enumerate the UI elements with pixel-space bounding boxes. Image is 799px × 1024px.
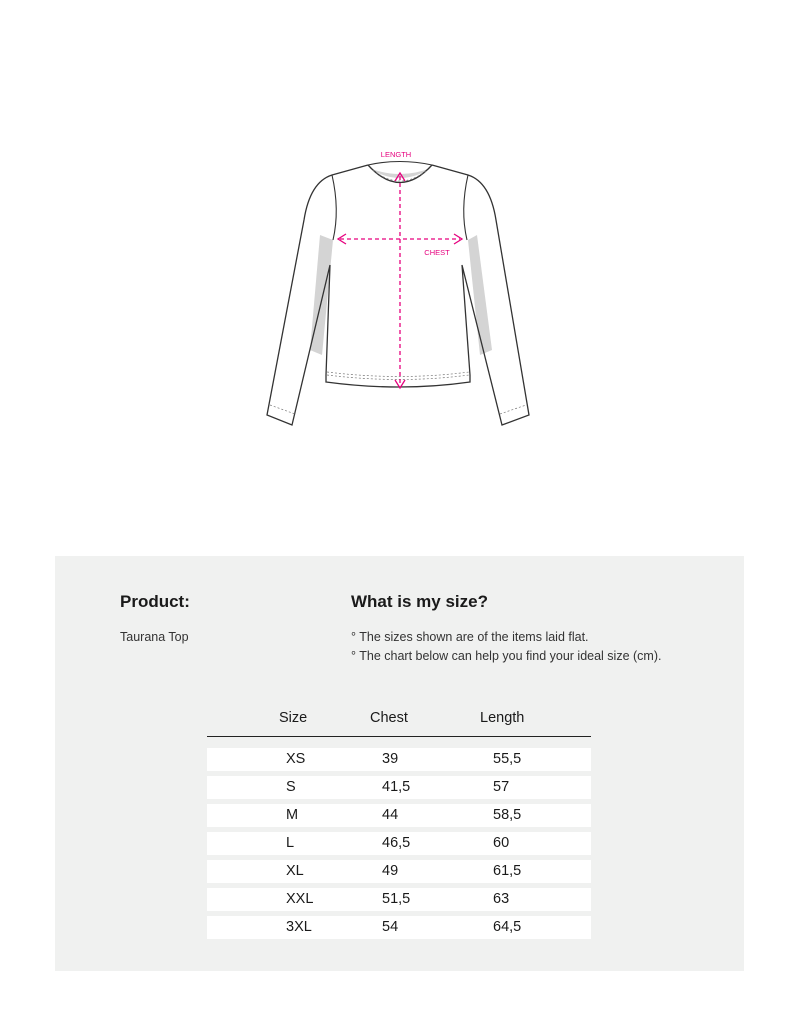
back-neckline bbox=[368, 162, 432, 166]
cell-chest: 39 bbox=[382, 751, 399, 767]
right-cuff-stitch bbox=[500, 405, 526, 414]
cell-size: 3XL bbox=[286, 919, 312, 935]
table-row bbox=[207, 916, 591, 939]
size-table bbox=[207, 708, 591, 944]
cell-size: XL bbox=[286, 863, 304, 879]
cell-length: 60 bbox=[493, 835, 510, 851]
table-row bbox=[207, 748, 591, 771]
product-heading: Product: bbox=[120, 592, 190, 611]
cell-size: M bbox=[286, 807, 299, 823]
cell-length: 57 bbox=[493, 779, 510, 795]
cell-chest: 49 bbox=[382, 863, 399, 879]
cell-chest: 46,5 bbox=[382, 835, 411, 851]
cell-chest: 41,5 bbox=[382, 779, 411, 795]
table-row bbox=[207, 888, 591, 911]
header-chest: Chest bbox=[370, 710, 408, 726]
table-row bbox=[207, 776, 591, 799]
garment-diagram bbox=[240, 140, 550, 440]
cell-length: 61,5 bbox=[493, 863, 522, 879]
cell-chest: 44 bbox=[382, 807, 399, 823]
cell-size: S bbox=[286, 779, 296, 795]
table-row bbox=[207, 804, 591, 827]
right-armhole-seam bbox=[464, 175, 468, 240]
hem-stitch-2 bbox=[327, 375, 469, 380]
long-sleeve-top-illustration bbox=[240, 140, 550, 440]
cell-length: 64,5 bbox=[493, 919, 522, 935]
cell-size: XS bbox=[286, 751, 306, 767]
size-heading: What is my size? bbox=[351, 592, 488, 611]
cell-size: L bbox=[286, 835, 295, 851]
product-name: Taurana Top bbox=[120, 630, 189, 644]
cell-length: 58,5 bbox=[493, 807, 522, 823]
header-length: Length bbox=[480, 710, 525, 726]
size-note-flat: ° The sizes shown are of the items laid flat. bbox=[351, 630, 589, 644]
cell-chest: 54 bbox=[382, 919, 399, 935]
left-cuff-stitch bbox=[270, 405, 295, 414]
table-row bbox=[207, 860, 591, 883]
hem-stitch bbox=[327, 372, 469, 377]
cell-length: 55,5 bbox=[493, 751, 522, 767]
chest-label: CHEST bbox=[424, 248, 450, 257]
table-row bbox=[207, 832, 591, 855]
table-header bbox=[207, 708, 591, 737]
cell-chest: 51,5 bbox=[382, 891, 411, 907]
cell-length: 63 bbox=[493, 891, 510, 907]
size-note-chart: ° The chart below can help you find your ideal size (cm). bbox=[351, 649, 662, 663]
header-size: Size bbox=[279, 710, 308, 726]
size-guide-panel bbox=[55, 556, 744, 971]
cell-size: XXL bbox=[286, 891, 314, 907]
left-armhole-seam bbox=[332, 175, 336, 240]
length-label: LENGTH bbox=[380, 150, 412, 159]
